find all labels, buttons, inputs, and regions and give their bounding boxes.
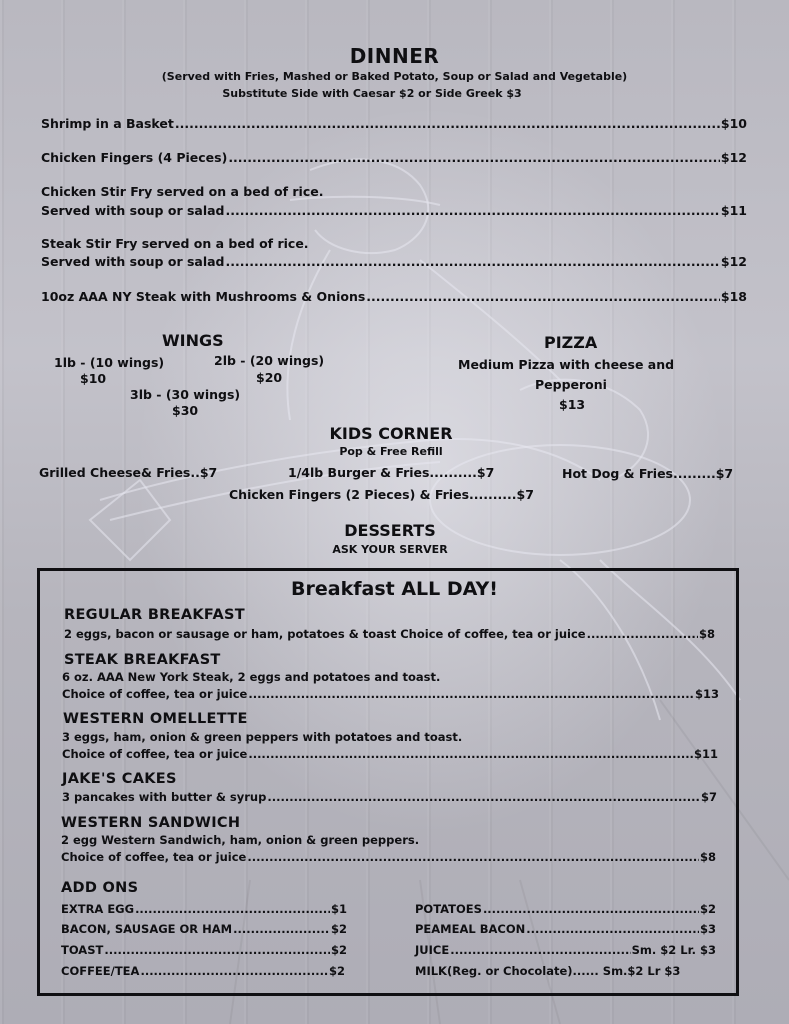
kids-item-burger: 1/4lb Burger & Fries..........$7	[288, 465, 495, 480]
pizza-price: $13	[559, 397, 586, 412]
wings-option-1lb: 1lb - (10 wings)	[54, 355, 165, 370]
desserts-subtitle: ASK YOUR SERVER	[332, 543, 448, 556]
western-sandwich-title: WESTERN SANDWICH	[61, 815, 241, 831]
dinner-subtitle-sides: (Served with Fries, Mashed or Baked Potato, Soup or Salad and Vegetable)	[161, 70, 628, 83]
kids-item-chicken-fingers: Chicken Fingers (2 Pieces) & Fries..........$7	[229, 487, 534, 502]
menu-item-steak-stir-fry-line1: Steak Stir Fry served on a bed of rice.	[41, 236, 309, 251]
addon-coffee-tea: COFFEE/TEA ..... $2	[61, 964, 345, 978]
pizza-description-line2: Pepperoni	[535, 377, 607, 392]
addon-juice: JUICE ..... Sm. $2 Lr. $3	[415, 943, 716, 957]
menu-item-chicken-stir-fry-line1: Chicken Stir Fry served on a bed of rice.	[41, 184, 324, 199]
kids-corner-subtitle: Pop & Free Refill	[339, 445, 443, 458]
wings-option-2lb-price: $20	[256, 370, 283, 385]
steak-breakfast-description: 6 oz. AAA New York Steak, 2 eggs and potatoes and toast.	[62, 670, 441, 684]
jakes-cakes-description: 3 pancakes with butter & syrup ..... $7	[62, 790, 717, 804]
kids-item-hot-dog: Hot Dog & Fries.........$7	[562, 466, 734, 481]
western-omelette-description: 3 eggs, ham, onion & green peppers with potatoes and toast.	[62, 730, 463, 744]
western-omelette-title: WESTERN OMELLETTE	[63, 711, 248, 727]
wings-title: WINGS	[162, 331, 224, 350]
addon-toast: TOAST ..... $2	[61, 943, 347, 957]
addon-bacon-sausage-ham: BACON, SAUSAGE OR HAM ..... $2	[61, 922, 347, 936]
western-sandwich-description: 2 egg Western Sandwich, ham, onion & green peppers.	[61, 833, 420, 847]
kids-item-grilled-cheese: Grilled Cheese& Fries..$7	[39, 465, 218, 480]
regular-breakfast-description: 2 eggs, bacon or sausage or ham, potatoes & toast Choice of coffee, tea or juice ..... $8	[64, 627, 715, 641]
menu-item-shrimp-basket: Shrimp in a Basket ..... $10	[41, 116, 747, 131]
menu-item-steak-stir-fry: Served with soup or salad ..... $12	[41, 254, 747, 269]
kids-corner-title: KIDS CORNER	[329, 424, 453, 443]
pizza-title: PIZZA	[544, 333, 598, 352]
steak-breakfast-title: STEAK BREAKFAST	[64, 652, 221, 668]
breakfast-title: Breakfast ALL DAY!	[291, 578, 498, 600]
western-sandwich-choice: Choice of coffee, tea or juice ..... $8	[61, 850, 716, 864]
regular-breakfast-title: REGULAR BREAKFAST	[64, 607, 245, 623]
steak-breakfast-choice: Choice of coffee, tea or juice ..... $13	[62, 687, 719, 701]
pizza-description-line1: Medium Pizza with cheese and	[458, 357, 675, 372]
wings-option-1lb-price: $10	[80, 371, 107, 386]
menu-item-chicken-stir-fry: Served with soup or salad ..... $11	[41, 203, 747, 218]
western-omelette-choice: Choice of coffee, tea or juice ..... $11	[62, 747, 718, 761]
add-ons-title: ADD ONS	[61, 880, 139, 896]
dinner-title: DINNER	[349, 44, 440, 68]
wings-option-3lb: 3lb - (30 wings)	[130, 387, 241, 402]
addon-extra-egg: EXTRA EGG ..... $1	[61, 902, 347, 916]
menu-item-ny-steak: 10oz AAA NY Steak with Mushrooms & Onions ..... $18	[41, 289, 747, 304]
menu-item-chicken-fingers: Chicken Fingers (4 Pieces) ..... $12	[41, 150, 747, 165]
dinner-subtitle-substitute: Substitute Side with Caesar $2 or Side Greek $3	[222, 87, 522, 100]
addon-potatoes: POTATOES ..... $2	[415, 902, 716, 916]
addon-milk: MILK(Reg. or Chocolate)...... Sm.$2 Lr $3	[415, 964, 681, 978]
jakes-cakes-title: JAKE'S CAKES	[62, 771, 177, 787]
wings-option-3lb-price: $30	[172, 403, 199, 418]
wings-option-2lb: 2lb - (20 wings)	[214, 353, 325, 368]
desserts-title: DESSERTS	[344, 521, 436, 540]
addon-peameal-bacon: PEAMEAL BACON ..... $3	[415, 922, 716, 936]
